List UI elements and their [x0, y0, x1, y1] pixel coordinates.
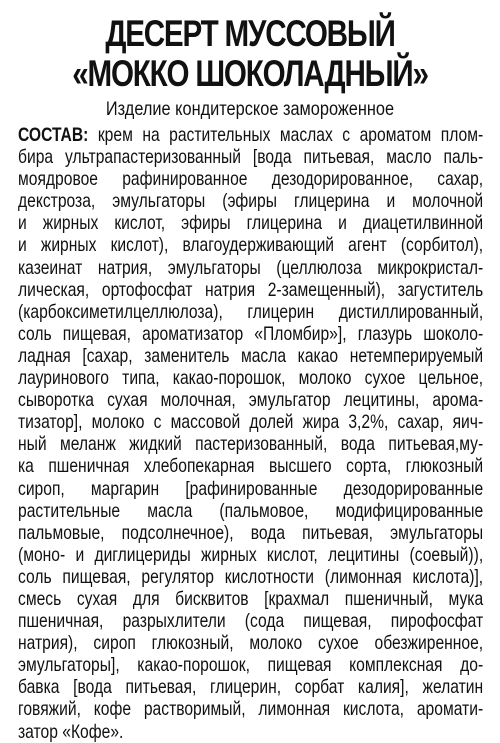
composition-line: бавка [вода питьевая, глицерин, сорбат калия], желатин [18, 676, 484, 699]
composition-line: соль пищевая, регулятор кислотности (лимонная кислота)], [18, 565, 484, 588]
product-title-line-1: ДЕСЕРТ МУССОВЫЙ [105, 13, 395, 54]
composition-line: (моно- и диглицериды жирных кислот, лецитины (соевый)), [18, 543, 484, 566]
composition-line: бира ультрапастеризованный [вода питьевая, масло паль- [18, 146, 484, 169]
composition-line: лическая, ортофосфат натрия 2-замещенный), загуститель [18, 278, 484, 301]
composition-line: эмульгаторы], какао-порошок, пищевая комплексная до- [18, 654, 484, 677]
composition-line: ладная [сахар, заменитель масла какао нетемперируемый [18, 344, 484, 367]
composition-line: и жирных кислот, эфиры глицерина и диацетилвинной [18, 212, 484, 235]
composition-line: затор «Кофе». [18, 720, 124, 743]
composition-line: сыворотка сухая молочная, эмульгатор лецитины, арома- [18, 389, 484, 412]
composition-line: сироп, маргарин [рафинированные дезодорированные [18, 477, 484, 500]
composition-label: СОСТАВ: [18, 124, 89, 146]
composition-line: натрия), сироп глюкозный, молоко сухое обезжиренное, [18, 632, 484, 655]
composition-line: моядровое рафинированное дезодорированное, сахар, [18, 168, 484, 191]
composition-line: ный меланж жидкий пастеризованный, вода питьевая,му- [18, 433, 484, 456]
composition-line: и жирных кислот), влагоудерживающий агент (сорбитол), [18, 234, 484, 257]
composition-line: пальмовые, подсолнечное), вода питьевая, эмульгаторы [18, 521, 484, 544]
composition-line: СОСТАВ: крем на растительных маслах с ароматом плом- [18, 124, 484, 146]
composition-text [18, 124, 483, 743]
composition-line: смесь сухая для бисквитов [крахмал пшеничный, мука [18, 587, 484, 610]
composition-line: казеинат натрия, эмульгаторы (целлюлоза микрокристал- [18, 256, 484, 279]
composition-line: соль пищевая, ароматизатор «Пломбир»], глазурь шоколо- [18, 322, 484, 345]
composition-line: пшеничная, разрыхлители (сода пищевая, пирофосфат [18, 610, 484, 633]
composition-line: растительные масла (пальмовое, модифицированные [18, 499, 484, 522]
composition-line: лауринового типа, какао-порошок, молоко сухое цельное, [18, 367, 484, 390]
composition-line: (карбоксиметилцеллюлоза), глицерин дистиллированный, [18, 300, 484, 323]
product-title-line-2: «МОККО ШОКОЛАДНЫЙ» [72, 53, 428, 94]
composition-line: ка пшеничная хлебопекарная высшего сорта, глюкозный [18, 455, 484, 478]
composition-line: говяжий, кофе растворимый, лимонная кислота, аромати- [18, 698, 484, 721]
composition-line: декстроза, эмульгаторы (эфиры глицерина и молочной [18, 190, 484, 213]
product-subtitle: Изделие кондитерское замороженное [105, 99, 395, 120]
composition-line: тизатор], молоко с массовой долей жира 3,2%, сахар, яич- [18, 411, 484, 434]
